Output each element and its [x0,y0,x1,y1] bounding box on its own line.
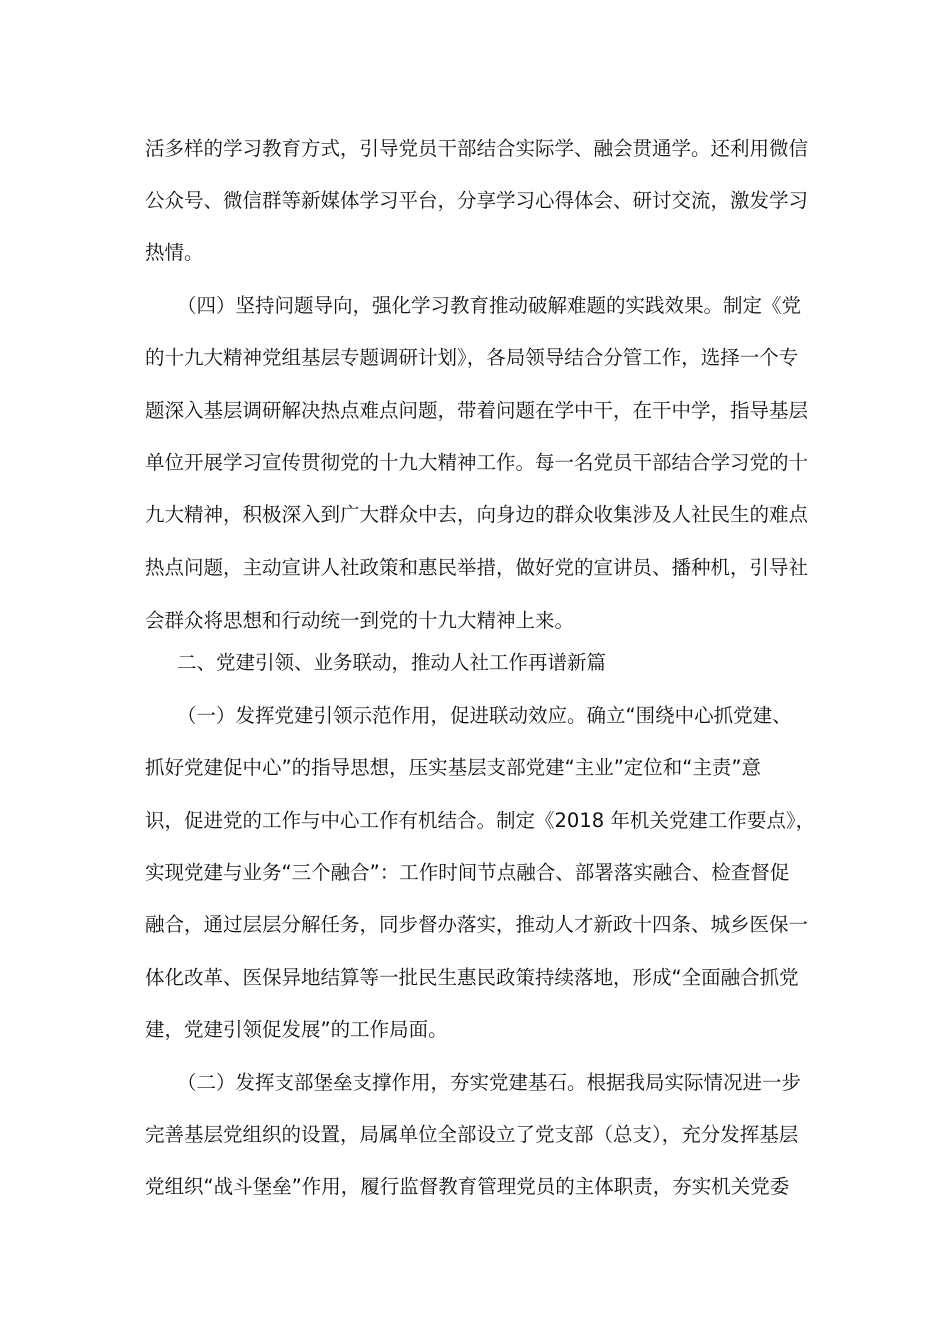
section-heading: （一）发挥党建引领示范作用，促进联动效应。确立“围绕中心抓党建、 [177,704,792,727]
body-line: 题深入基层调研解决热点难点问题，带着问题在学中干，在干中学，指导基层 [145,399,809,422]
body-line: 实现党建与业务“三个融合”：工作时间节点融合、部署落实融合、检查督促 [145,861,790,884]
body-line: 热情。 [145,241,204,264]
section-heading: （四）坚持问题导向，强化学习教育推动破解难题的实践效果。制定《党 [177,294,802,317]
body-line: 完善基层党组织的设置，局属单位全部设立了党支部（总支），充分发挥基层 [145,1123,799,1146]
section-heading: （二）发挥支部堡垒支撑作用，夯实党建基石。根据我局实际情况进一步 [177,1071,802,1094]
body-line: 活多样的学习教育方式，引导党员干部结合实际学、融会贯通学。还利用微信 [145,137,809,160]
body-line: 建，党建引领促发展”的工作局面。 [145,1018,448,1041]
body-line: 会群众将思想和行动统一到党的十九大精神上来。 [145,609,575,632]
body-line: 热点问题，主动宣讲人社政策和惠民举措，做好党的宣讲员、播种机，引导社 [145,556,809,579]
body-line: 单位开展学习宣传贯彻党的十九大精神工作。每一名党员干部结合学习党的十 [145,451,809,474]
body-line: 九大精神，积极深入到广大群众中去，向身边的群众收集涉及人社民生的难点 [145,503,809,526]
body-line: 识，促进党的工作与中心工作有机结合。制定《2018 年机关党建工作要点》， [145,809,816,832]
body-line: 党组织“战斗堡垒”作用，履行监督教育管理党员的主体职责，夯实机关党委 [145,1175,790,1198]
body-line: 体化改革、医保异地结算等一批民生惠民政策持续落地，形成“全面融合抓党 [145,966,799,989]
body-line: 融合，通过层层分解任务，同步督办落实，推动人才新政十四条、城乡医保一 [145,913,809,936]
body-line: 抓好党建促中心”的指导思想，压实基层支部党建“主业”定位和“主责”意 [145,756,762,779]
body-line: 的十九大精神党组基层专题调研计划》，各局领导结合分管工作，选择一个专 [145,346,799,369]
chapter-heading: 二、党建引领、业务联动，推动人社工作再谱新篇 [177,651,607,674]
body-line: 公众号、微信群等新媒体学习平台，分享学习心得体会、研讨交流，激发学习 [145,189,809,212]
